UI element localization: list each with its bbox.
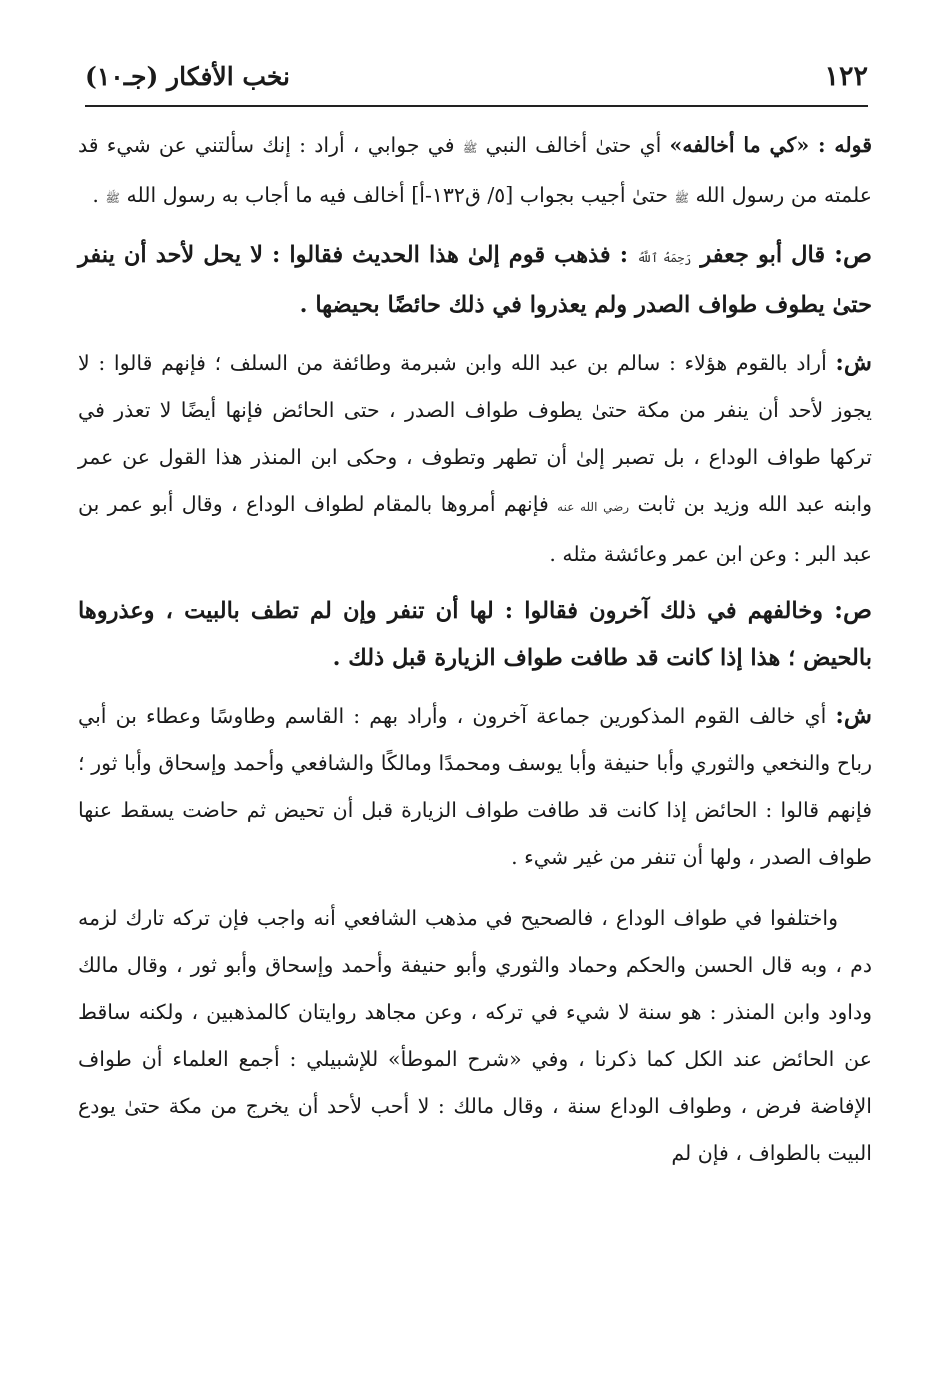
rahimahu-honorific: رَحِمَهُ ٱللَّهُ xyxy=(637,251,692,265)
radiya-honorific: رضي الله عنه xyxy=(557,500,630,514)
sharh-passage-1: ش: أراد بالقوم هؤلاء : سالم بن عبد الله وابن شبرمة وطائفة من السلف ؛ فإنهم قالوا : لا يجوز لأحد أن ينفر من مكة حتىٰ يطوف طواف الصدر ، حتى الحائض فإنها أيضًا لا تعذر في تركها طواف الوداع ، بل تصبر إلىٰ أن تطهر وتطوف ، وحكى ابن المنذر هذا القول عن عمر وابنه عبد الله وزيد بن ثابت رضي الله عنه فإنهم أمروها بالمقام لطواف الوداع ، وقال أبو عمر بن عبد البر : وعن ابن عمر وعائشة مثله . xyxy=(78,349,873,566)
page-body xyxy=(78,122,872,1185)
salla-honorific: ﷺ xyxy=(462,141,478,155)
matn-label: ص: xyxy=(834,595,872,624)
matn-passage-2: ص: وخالفهم في ذلك آخرون فقالوا : لها أن تنفر وإن لم تطف بالبيت ، وعذروها بالحيض ؛ هذا إذا كانت قد طافت طواف الزيارة قبل ذلك . xyxy=(78,595,872,671)
paragraph-commentary-2: واختلفوا في طواف الوداع ، فالصحيح في مذهب الشافعي أنه واجب فإن تركه تارك لزمه دم ، وبه قال الحسن والحكم وحماد والثوري وأبو حنيفة وأحمد وإسحاق وأبو ثور ، وقال مالك وداود وابن المنذر : هو سنة لا شيء في تركه ، وعن مجاهد روايتان كالمذهبين ، ولكنه ساقط عن الحائض عند الكل كما ذكرنا ، وفي «شرح الموطأ» للإشبيلي : أجمع العلماء أن طواف الإفاضة فرض ، وطواف الوداع سنة ، وقال مالك : لا أحب لأحد أن يخرج من مكة حتىٰ يودع البيت بالطواف ، فإن لم xyxy=(78,906,872,1165)
paragraph-commentary-1: قوله : «كي ما أخالفه» أي حتىٰ أخالف النبي ﷺ في جوابي ، أراد : إنك سألتني عن شيء قد علمته من رسول الله ﷺ حتىٰ أجيب بجواب [٥/ ق١٣٢-أ] أخالف فيه ما أجاب به رسول الله ﷺ . xyxy=(78,133,872,207)
quoted-phrase: قوله : «كي ما أخالفه» xyxy=(669,133,872,157)
salla-honorific: ﷺ xyxy=(674,191,690,205)
salla-honorific: ﷺ xyxy=(105,191,120,205)
book-title: نخب الأفكار (جـ١٠) xyxy=(85,61,291,91)
sharh-label: ش: xyxy=(835,349,872,376)
header-divider xyxy=(85,105,868,107)
matn-passage-1: ص: قال أبو جعفر رَحِمَهُ ٱللَّهُ : فذهب قوم إلىٰ هذا الحديث فقالوا : لا يحل لأحد أن ينفر حتىٰ يطوف طواف الصدر ولم يعذروا في ذلك حائضًا بحيضها . xyxy=(78,239,872,318)
page-header xyxy=(85,56,868,96)
page-number: ١٢٢ xyxy=(824,60,868,92)
sharh-label: ش: xyxy=(835,702,872,729)
matn-label: ص: xyxy=(834,239,872,268)
sharh-passage-2: ش: أي خالف القوم المذكورين جماعة آخرون ، وأراد بهم : القاسم وطاوسًا وعطاء بن أبي رباح والنخعي والثوري وأبا حنيفة وأبا يوسف ومحمدًا ومالكًا والشافعي وأحمد وإسحاق وأبا ثور ؛ فإنهم قالوا : الحائض إذا كانت قد طافت طواف الزيارة قبل أن تحيض ثم حاضت يسقط عنها طواف الصدر ، ولها أن تنفر من غير شيء . xyxy=(78,702,872,869)
